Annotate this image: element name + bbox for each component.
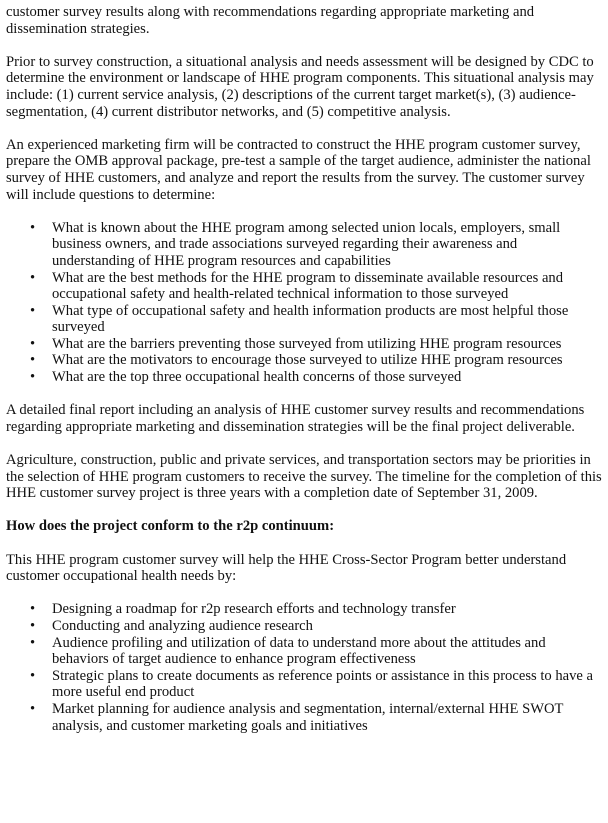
list-item [6,220,602,270]
bullet-icon: • [30,352,36,369]
bullet-icon: • [30,667,36,684]
list-item [6,668,602,701]
list-item [6,336,602,353]
paragraph-timeline: Agriculture, construction, public and private services, and transportation sectors may be priorities in the selection of HHE program customers to receive the survey. The timeline for the completion of this HHE customer survey project is three years with a completion date of September 31, 2009. [6,452,602,502]
bullet-icon: • [30,302,36,319]
list-item-text: Designing a roadmap for r2p research efforts and technology transfer [52,601,456,618]
list-item-text: What are the barriers preventing those surveyed from utilizing HHE program resources [52,335,562,352]
list-item-text: Strategic plans to create documents as reference points or assistance in this process to have a more useful end product [52,667,593,701]
list-item-text: What is known about the HHE program among selected union locals, employers, small business owners, and trade associations surveyed regarding their awareness and understanding of HHE program resources and capabilities [52,219,561,269]
paragraph-survey-results: customer survey results along with recommendations regarding appropriate marketing and dissemination strategies. [6,4,535,37]
bullet-icon: • [30,335,36,352]
list-item [6,635,602,668]
list-item [6,303,602,336]
list-item [6,270,602,303]
bullet-icon: • [30,617,36,634]
paragraph-situational-analysis: Prior to survey construction, a situational analysis and needs assessment will be designed by CDC to determine the environment or landscape of HHE program components. This situational analysis may include: (1) current service analysis, (2) descriptions of the current target market(s), (3) audience-segmentation, (4) current distributor networks, and (5) competitive analysis. [6,53,594,120]
list-item [6,618,602,635]
bullet-icon: • [30,700,36,717]
bullet-icon: • [30,269,36,286]
section-heading-r2p: How does the project conform to the r2p continuum: [6,518,335,535]
list-item-text: What are the best methods for the HHE program to disseminate available resources and occupational safety and health-related technical information to those surveyed [52,269,564,303]
list-item-text: What type of occupational safety and health information products are most helpful those surveyed [52,302,569,336]
list-item-text: Audience profiling and utilization of data to understand more about the attitudes and behaviors of target audience to enhance program effectiveness [52,634,546,668]
paragraph-final-report: A detailed final report including an analysis of HHE customer survey results and recommendations regarding appropriate marketing and dissemination strategies will be the final project deliverable. [6,402,585,435]
bullet-icon: • [30,369,36,386]
list-item-text: Conducting and analyzing audience research [52,617,313,634]
bullet-icon: • [30,219,36,236]
r2p-items-list [6,601,602,734]
list-item [6,601,602,618]
paragraph-r2p-intro: This HHE program customer survey will help the HHE Cross-Sector Program better understand customer occupational health needs by: [6,551,567,585]
survey-questions-list [6,220,602,386]
list-item-text: What are the motivators to encourage those surveyed to utilize HHE program resources [52,352,563,369]
list-item-text: What are the top three occupational health concerns of those surveyed [52,369,462,386]
bullet-icon: • [30,634,36,651]
paragraph-marketing-firm: An experienced marketing firm will be contracted to construct the HHE program customer survey, prepare the OMB approval package, pre-test a sample of the target audience, administer the national survey of HHE customers, and analyze and report the results from the survey. The customer survey will include questions to determine: [6,136,591,203]
list-item [6,369,602,386]
list-item [6,352,602,369]
bullet-icon: • [30,601,36,618]
list-item [6,701,602,734]
list-item-text: Market planning for audience analysis and segmentation, internal/external HHE SWOT analysis, and customer marketing goals and initiatives [52,700,564,734]
